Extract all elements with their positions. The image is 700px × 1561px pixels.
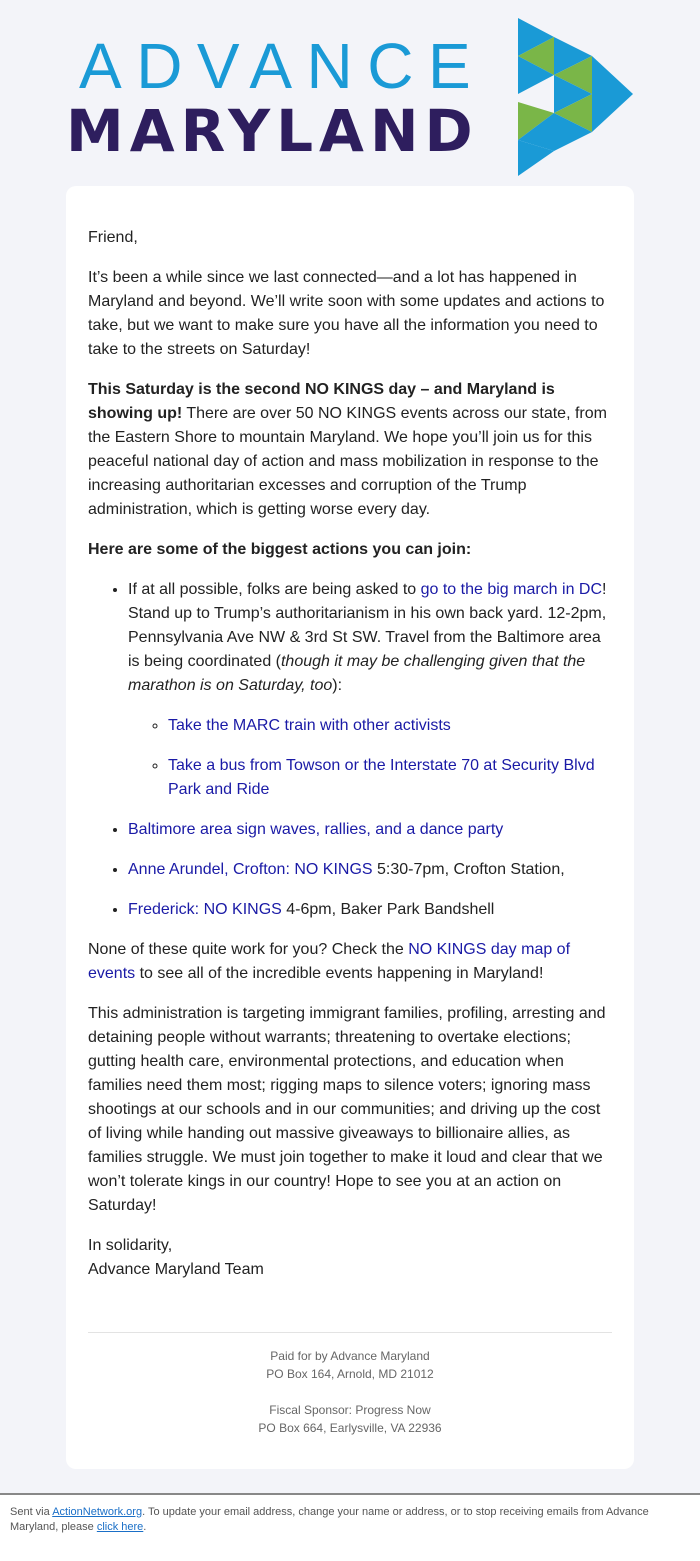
travel-options-list	[128, 714, 612, 802]
map-paragraph	[88, 938, 612, 986]
logo-text-advance: ADVANCE	[79, 30, 486, 102]
email-card	[66, 186, 634, 1469]
footer-text-pre: Sent via	[10, 1506, 53, 1518]
frederick-details: 4-6pm, Baker Park Bandshell	[281, 901, 495, 918]
email-header	[0, 0, 700, 186]
intro-paragraph: It’s been a while since we last connected—and a lot has happened in Maryland and beyond. We’ll write soon with some updates and actions to take, but we want to make sure you have all the information you need to take to the streets on Saturday!	[88, 269, 605, 358]
no-kings-paragraph	[88, 378, 612, 522]
frederick-link[interactable]: Frederick: NO KINGS	[128, 901, 282, 918]
baltimore-link[interactable]: Baltimore area sign waves, rallies, and a dance party	[128, 821, 504, 838]
events-map-link[interactable]: NO KINGS day map of events	[88, 941, 571, 982]
map-text-post: to see all of the incredible events happening in Maryland!	[135, 965, 544, 982]
paid-for-line: Paid for by Advance Maryland	[270, 1349, 430, 1363]
fiscal-sponsor-address: PO Box 664, Earlysville, VA 22936	[258, 1421, 442, 1435]
signature: Advance Maryland Team	[88, 1261, 264, 1278]
anne-arundel-link[interactable]: Anne Arundel, Crofton: NO KINGS	[128, 861, 373, 878]
actions-heading-text: Here are some of the biggest actions you can join:	[88, 541, 472, 558]
dc-text-end: ):	[332, 677, 343, 694]
list-item-anne-arundel	[128, 858, 612, 882]
dc-text-post: ! Stand up to Trump’s authoritarianism in his own back yard. 12-2pm, Pennsylvania Ave NW & 3rd St SW. Travel from the Baltimore area is being coordinated (	[128, 581, 607, 670]
triangle-mark-icon	[516, 18, 636, 178]
list-item-bus	[168, 754, 612, 802]
divider	[88, 1332, 612, 1333]
list-item-dc-march	[128, 578, 612, 802]
footer-text-mid: . To update your email address, change your name or address, or to stop receiving emails from Advance Maryland, please	[10, 1506, 649, 1533]
logo-text-maryland: MARYLAND	[66, 97, 479, 165]
list-item-frederick	[128, 898, 612, 922]
anne-arundel-details: 5:30-7pm, Crofton Station,	[372, 861, 565, 878]
footer-text-end: .	[143, 1521, 147, 1533]
map-text-pre: None of these quite work for you? Check the	[88, 941, 409, 958]
dc-text-pre: If at all possible, folks are being asked to	[128, 581, 421, 598]
paid-for-address: PO Box 164, Arnold, MD 21012	[266, 1367, 434, 1381]
bus-link[interactable]: Take a bus from Towson or the Interstate 70 at Security Blvd Park and Ride	[168, 757, 595, 798]
unsubscribe-link[interactable]: click here	[96, 1521, 144, 1533]
no-kings-text: There are over 50 NO KINGS events across our state, from the Eastern Shore to mountain Maryland. We hope you’ll join us for this peaceful national day of action and mass mobilization in response to the increasing authoritarian excesses and corruption of the Trump administration, which is getting worse every day.	[88, 405, 607, 518]
marc-train-link[interactable]: Take the MARC train with other activists	[168, 717, 451, 734]
dc-march-link[interactable]: go to the big march in DC	[420, 581, 603, 598]
actions-list	[88, 578, 612, 922]
signoff: In solidarity,	[88, 1237, 173, 1254]
list-item-baltimore	[128, 818, 612, 842]
email-body	[88, 226, 612, 1298]
paid-for-disclaimer	[88, 1347, 612, 1437]
dc-text-italic: though it may be challenging given that the marathon is on Saturday, too	[128, 653, 586, 694]
list-item-marc	[168, 714, 612, 738]
actionnetwork-link[interactable]: ActionNetwork.org	[52, 1506, 143, 1518]
footer-text	[10, 1505, 690, 1535]
administration-paragraph: This administration is targeting immigrant families, profiling, arresting and detaining people without warrants; threatening to overtake elections; gutting health care, environmental protections, and education when families need them most; rigging maps to silence voters; ignoring mass shootings at our schools and in our communities; and driving up the cost of living while handing out massive giveaways to billionaire allies, as families struggle. We must join together to make it loud and clear that we won’t tolerate kings in our country! Hope to see you at an action on Saturday!	[88, 1005, 606, 1214]
email-footer	[0, 1493, 700, 1561]
actions-heading	[88, 538, 612, 562]
no-kings-bold: This Saturday is the second NO KINGS day – and Maryland is showing up!	[88, 381, 555, 422]
signoff-block	[88, 1234, 612, 1282]
greeting: Friend,	[88, 229, 138, 246]
fiscal-sponsor-line: Fiscal Sponsor: Progress Now	[269, 1403, 431, 1417]
